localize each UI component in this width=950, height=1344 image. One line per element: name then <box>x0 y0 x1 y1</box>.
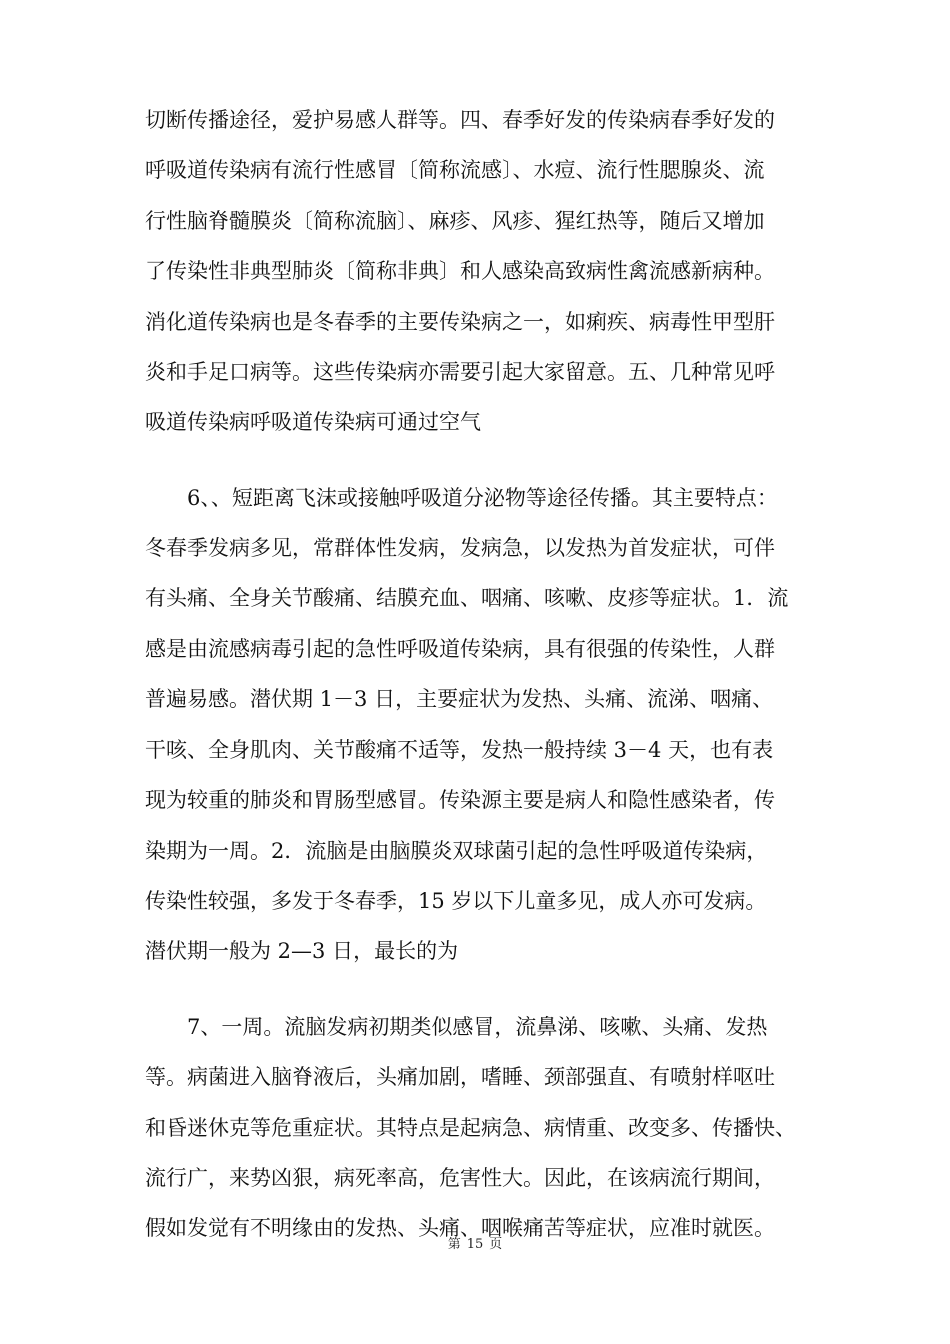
text-line: 行性脑脊髓膜炎〔简称流脑〕、麻疹、风疹、猩红热等，随后又增加 <box>145 209 765 233</box>
text-line: 了传染性非典型肺炎〔简称非典〕和人感染高致病性禽流感新病种。 <box>145 259 775 283</box>
text-line: 6、、短距离飞沫或接触呼吸道分泌物等途径传播。其主要特点： <box>187 486 778 510</box>
text-line: 和昏迷休克等危重症状。其特点是起病急、病情重、改变多、传播快、 <box>145 1116 796 1140</box>
text-line: 染期为一周。2．流脑是由脑膜炎双球菌引起的急性呼吸道传染病， <box>145 839 768 863</box>
text-line: 消化道传染病也是冬春季的主要传染病之一，如痢疾、病毒性甲型肝 <box>145 310 775 334</box>
text-line: 切断传播途径，爱护易感人群等。四、春季好发的传染病春季好发的 <box>145 108 775 132</box>
footer-suffix: 页 <box>489 1237 503 1252</box>
text-line: 流行广，来势凶狠，病死率高，危害性大。因此，在该病流行期间， <box>145 1166 775 1190</box>
text-line: 等。病菌进入脑脊液后，头痛加剧，嗜睡、颈部强直、有喷射样呕吐 <box>145 1065 775 1089</box>
text-line: 炎和手足口病等。这些传染病亦需要引起大家留意。五、几种常见呼 <box>145 360 775 384</box>
text-line: 7、一周。流脑发病初期类似感冒，流鼻涕、咳嗽、头痛、发热 <box>187 1015 768 1039</box>
text-line: 传染性较强，多发于冬春季，15 岁以下儿童多见，成人亦可发病。 <box>145 889 767 913</box>
footer-prefix: 第 <box>447 1237 461 1252</box>
page-footer <box>0 1236 950 1254</box>
text-line: 假如发觉有不明缘由的发热、头痛、咽喉痛苦等症状，应准时就医。 <box>145 1216 775 1240</box>
text-line: 普遍易感。潜伏期 1－3 日，主要症状为发热、头痛、流涕、咽痛、 <box>145 687 774 711</box>
page-number: 15 <box>466 1237 484 1252</box>
text-line: 干咳、全身肌肉、关节酸痛不适等，发热一般持续 3－4 天，也有表 <box>145 738 774 762</box>
text-line: 潜伏期一般为 2—3 日，最长的为 <box>145 939 459 963</box>
text-line: 有头痛、全身关节酸痛、结膜充血、咽痛、咳嗽、皮疹等症状。1．流 <box>145 586 789 610</box>
text-line: 感是由流感病毒引起的急性呼吸道传染病，具有很强的传染性，人群 <box>145 637 775 661</box>
text-line: 冬春季发病多见，常群体性发病，发病急，以发热为首发症状，可伴 <box>145 536 775 560</box>
text-line: 吸道传染病呼吸道传染病可通过空气 <box>145 410 481 434</box>
text-line: 现为较重的肺炎和胃肠型感冒。传染源主要是病人和隐性感染者，传 <box>145 788 775 812</box>
text-line: 呼吸道传染病有流行性感冒〔简称流感〕、水痘、流行性腮腺炎、流 <box>145 158 765 182</box>
